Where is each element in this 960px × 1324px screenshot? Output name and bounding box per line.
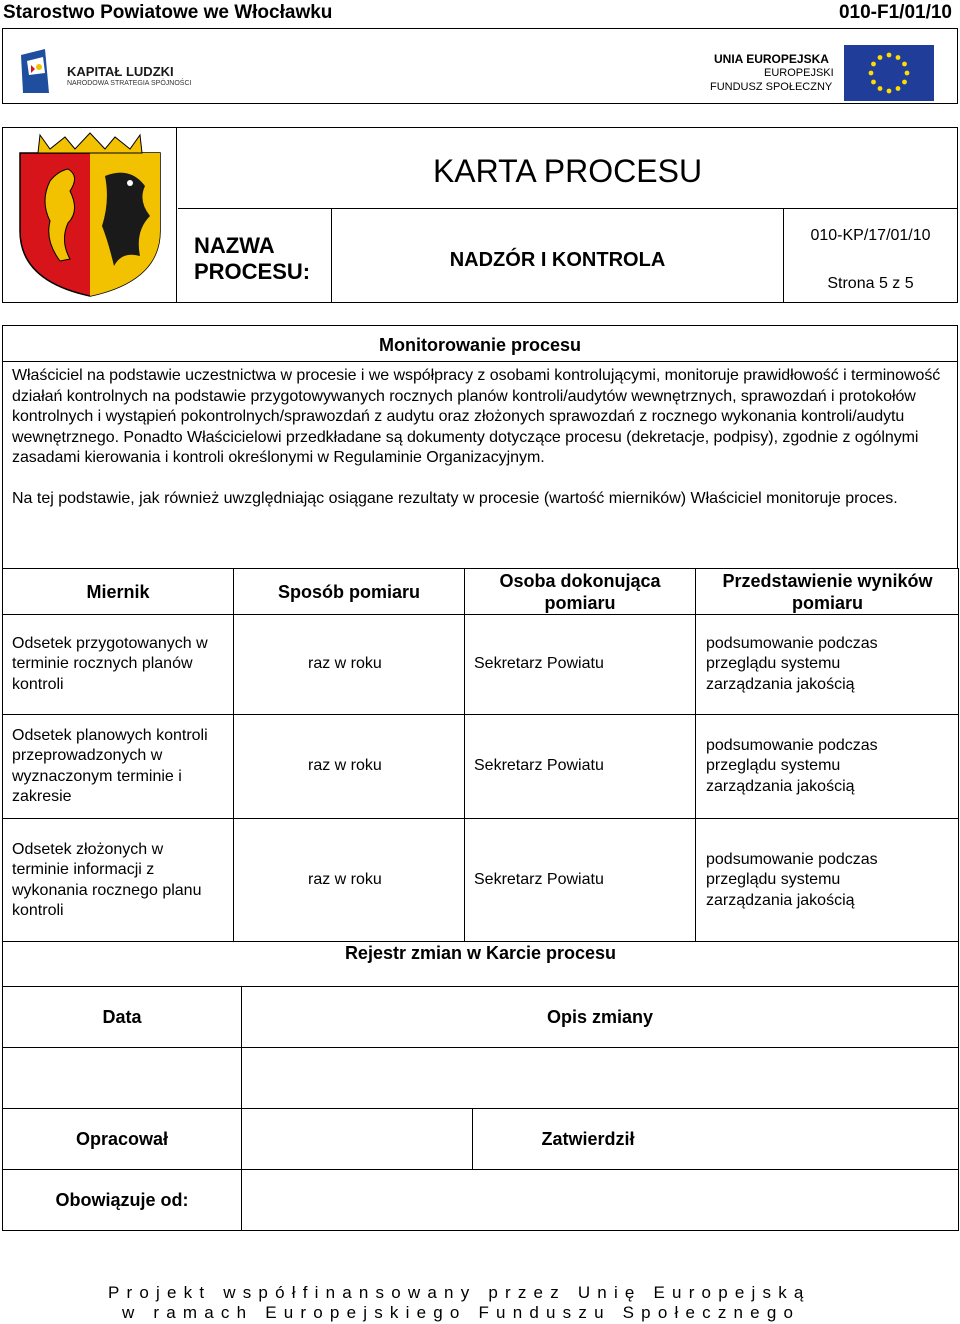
monitoring-paragraph-1: Właściciel na podstawie uczestnictwa w procesie i we współpracy z osobami kontrolującymi, monitoruje prawidłowość i terminowość działań kontrolnych na podstawie przygotowywanych rocznych planów kontroli/audytów wewnętrznych, sprawozdań i protokołów kontrolnych i wystąpień pokontrolnych/sprawozdań z audytu oraz złożonych sprawozdań z rocznego wykonania kontroli/audytu wewnętrznego. Ponadto Właścicielowi przedkładane są dokumenty dotyczące procesu (dekretacje, podpisy), zgodnie z ogólnymi zasadami kierowania i kontroli określonymi w Regulaminie Organizacyjnym. <box>12 367 941 466</box>
eu-flag-icon <box>844 45 934 101</box>
kapital-ludzki-icon <box>17 47 53 95</box>
metric-row-3-osoba: Sekretarz Powiatu <box>464 818 695 942</box>
metric-row-2-osoba: Sekretarz Powiatu <box>464 714 695 818</box>
process-code: 010-KP/17/01/10 <box>810 227 931 244</box>
valid-from-label: Obowiązuje od: <box>3 1169 241 1230</box>
metric-row-1-osoba: Sekretarz Powiatu <box>464 614 695 714</box>
logo-bar <box>2 28 958 104</box>
metrics-header-osoba: Osoba dokonująca pomiaru <box>464 568 695 614</box>
process-card-header <box>2 127 958 303</box>
changes-col-desc: Opis zmiany <box>241 986 958 1047</box>
card-info-row <box>178 208 957 302</box>
metric-row-1-sposob: raz w roku <box>233 614 464 714</box>
valid-from-field <box>241 1169 958 1230</box>
eu-logo <box>708 43 948 101</box>
eu-text-1: UNIA EUROPEJSKA <box>714 52 829 66</box>
approved-by-field <box>703 1108 958 1169</box>
prepared-by-label: Opracował <box>3 1108 241 1169</box>
process-name-label: NAZWA PROCESU: <box>194 233 311 284</box>
page-number: Strona 5 z 5 <box>827 275 914 292</box>
monitoring-section <box>2 325 958 569</box>
metric-row-2-sposob: raz w roku <box>233 714 464 818</box>
approved-by-label: Zatwierdził <box>472 1108 703 1169</box>
metric-row-1-miernik: Odsetek przygotowanych w terminie rocznych planów kontroli <box>2 614 233 714</box>
eu-text-2: EUROPEJSKI <box>764 67 834 79</box>
monitoring-title: Monitorowanie procesu <box>3 326 957 362</box>
kl-text-2: NARODOWA STRATEGIA SPÓJNOŚCI <box>67 80 192 87</box>
metrics-header-miernik: Miernik <box>2 568 233 614</box>
footer-line-1: Projekt współfinansowany przez Unię Europejską <box>108 1283 811 1302</box>
metric-row-1-wyniki: podsumowanie podczas przeglądu systemu zarządzania jakością <box>695 614 959 714</box>
changes-register <box>2 941 959 1231</box>
kapital-ludzki-logo <box>17 47 217 97</box>
header-org: Starostwo Powiatowe we Włocławku <box>3 2 333 23</box>
prepared-by-field <box>241 1108 472 1169</box>
metrics-header-sposob: Sposób pomiaru <box>233 568 464 614</box>
changes-title: Rejestr zmian w Karcie procesu <box>344 942 617 963</box>
changes-col-date: Data <box>3 986 241 1047</box>
coat-of-arms-icon <box>10 131 170 299</box>
monitoring-paragraph-2: Na tej podstawie, jak również uwzględniając osiągane rezultaty w procesie (wartość mierników) Właściciel monitoruje proces. <box>12 490 898 507</box>
metric-row-3-miernik: Odsetek złożonych w terminie informacji z wykonania rocznego planu kontroli <box>2 818 233 942</box>
header-doc-code: 010-F1/01/10 <box>838 2 952 23</box>
metrics-table <box>2 568 959 942</box>
kl-text-1: KAPITAŁ LUDZKI <box>67 64 174 79</box>
process-name-value: NADZÓR I KONTROLA <box>331 209 784 302</box>
card-title: KARTA PROCESU <box>432 152 703 189</box>
footer-line-2: w ramach Europejskiego Funduszu Społecznego <box>122 1303 801 1322</box>
metrics-header-przedstawienie: Przedstawienie wyników pomiaru <box>695 568 959 614</box>
changes-empty-desc <box>241 1047 958 1108</box>
eu-text-3: FUNDUSZ SPOŁECZNY <box>710 81 833 93</box>
changes-empty-date <box>3 1047 241 1108</box>
metric-row-3-wyniki: podsumowanie podczas przeglądu systemu zarządzania jakością <box>695 818 959 942</box>
metric-row-2-wyniki: podsumowanie podczas przeglądu systemu zarządzania jakością <box>695 714 959 818</box>
coat-of-arms <box>3 128 177 302</box>
metric-row-2-miernik: Odsetek planowych kontroli przeprowadzonych w wyznaczonym terminie i zakresie <box>2 714 233 818</box>
metric-row-3-sposob: raz w roku <box>233 818 464 942</box>
